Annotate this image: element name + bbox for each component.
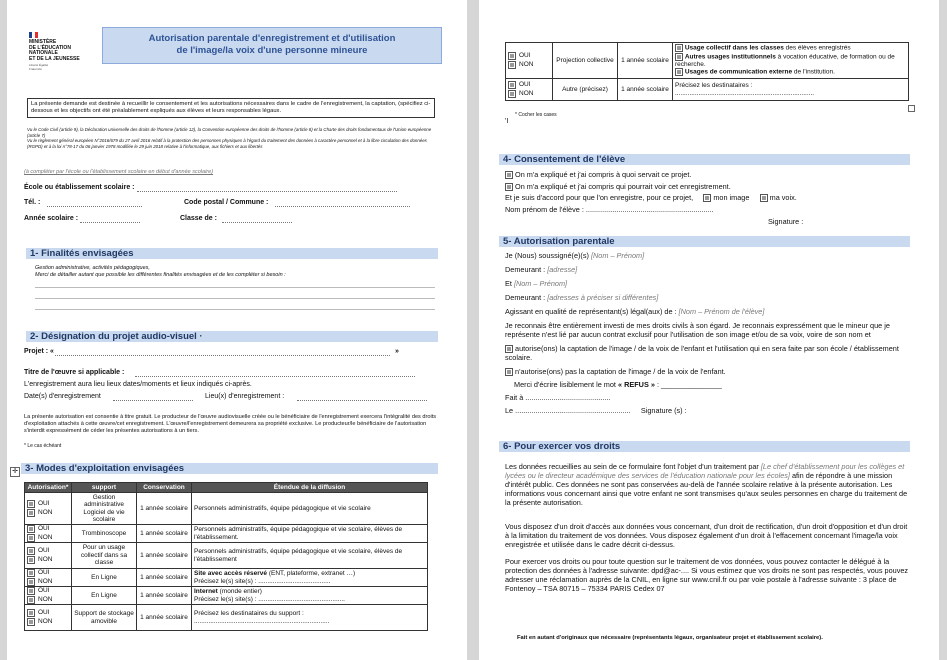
column-header: Conservation [137, 483, 192, 493]
rule [35, 287, 435, 288]
conservation-cell: 1 année scolaire [137, 493, 192, 525]
title-line: Autorisation parentale d'enregistrement et d'utilisation [148, 33, 396, 44]
etendue-bold: Internet [194, 588, 218, 595]
rights-text: afin de répondre à une mission d'intérêt public. Ces données ne sont pas conservées au-delà de l'année scolaire relative à la présente autorisation. Les informations vous concernant ainsi que votre enfant ne sont transmises qu'aux seules personnes en charge du traitement de la présente autorisation. [505, 471, 908, 507]
margin-mark: 'I [505, 118, 509, 125]
postal-label: Code postal / Commune : [184, 199, 269, 206]
support-cell: En Ligne [72, 587, 137, 605]
etendue-text: Précisez les destinataires : [675, 82, 753, 89]
student-name-field[interactable]: Nom prénom de l'élève : ............................................................... [505, 204, 714, 214]
logo-line: DE L'ÉDUCATION [29, 44, 71, 51]
school-label: École ou établissement scolaire : [24, 184, 135, 191]
etendue-cell: Personnels administratifs, équipe pédagogique et vie scolaire, élèves de l'établissement. [192, 525, 428, 543]
oui-checkbox[interactable] [27, 547, 35, 555]
logo-line: MINISTÈRE [29, 39, 57, 45]
non-checkbox[interactable] [27, 534, 35, 542]
et-field[interactable]: [Nom – Prénom] [513, 279, 568, 288]
usage-checkbox[interactable] [675, 44, 683, 52]
support-cell: En Ligne [72, 569, 137, 587]
flag-icon [29, 32, 38, 38]
autorise-checkbox[interactable] [505, 345, 513, 353]
authorization-cell [25, 525, 72, 543]
consent-text: On m'a expliqué et j'ai compris qui pourrait voir cet enregistrement. [515, 181, 731, 191]
voice-checkbox[interactable] [760, 194, 768, 202]
authorization-cell [25, 493, 72, 525]
oui-checkbox[interactable] [508, 81, 516, 89]
oui-checkbox[interactable] [27, 569, 35, 577]
je-field[interactable]: [Nom – Prénom] [590, 251, 645, 260]
oui-label: OUI [38, 525, 50, 533]
usage-checkbox[interactable] [675, 53, 683, 61]
usage-bold: Usage collectif dans les classes [684, 45, 784, 53]
image-label: mon image [713, 193, 750, 202]
oui-checkbox[interactable] [27, 609, 35, 617]
voice-label: ma voix. [769, 193, 797, 202]
et-label: Et [505, 279, 512, 288]
work-title-field[interactable] [135, 376, 415, 377]
text-line: Merci de détailler autant que possible les différentes finalités envisagées et de les compléter si besoin : [35, 272, 286, 278]
work-title-label: Titre de l'œuvre si applicable : [24, 369, 125, 376]
nautorise-checkbox[interactable] [505, 368, 513, 376]
section-2-title: 2- Désignation du projet audio-visuel · [26, 331, 438, 342]
oui-label: OUI [38, 500, 50, 508]
etendue-detail: Précisez le(s) site(s) : ................................................ [194, 595, 345, 603]
date-field[interactable]: Le ......................................................... [505, 406, 631, 416]
usage-checkbox[interactable] [675, 68, 683, 76]
fait-field[interactable]: Fait à .......................................... [505, 393, 611, 403]
modes-table-continued [505, 42, 909, 101]
support-cell: Projection collective [553, 43, 618, 79]
legal-line: Vu le Code Civil (article 9), la Déclaration universelle des droits de l'homme (article 12), la Convention européenne des droits de l'homme (article 8) et la Charte des droits fondamentaux de l'Union européenne (article 7) [27, 127, 432, 138]
oui-label: OUI [38, 547, 50, 555]
document-title [102, 27, 442, 64]
usage-bold: Autres usages institutionnels [684, 53, 776, 61]
logo-motto: Liberté Égalité Fraternité [29, 63, 49, 71]
non-label: NON [38, 509, 53, 517]
class-field[interactable] [222, 222, 292, 223]
year-field[interactable] [80, 222, 140, 223]
non-checkbox[interactable] [508, 90, 516, 98]
etendue-cell [673, 43, 909, 79]
usage-text: de l'institution. [792, 69, 835, 77]
student-signature-label: Signature : [768, 217, 804, 226]
support-cell: Support de stockage amovible [72, 605, 137, 631]
logo-line: ET DE LA JEUNESSE [29, 55, 80, 62]
non-label: NON [519, 61, 534, 69]
etendue-cell [192, 605, 428, 631]
refus-word: « REFUS » [618, 380, 655, 390]
tel-label: Tél. : [24, 199, 41, 206]
oui-label: OUI [38, 569, 50, 577]
rule [35, 298, 435, 299]
etendue-cell [673, 79, 909, 101]
usage-text: à vocation éducative, de formation ou de recherche. [675, 53, 895, 68]
authorization-cell [506, 43, 553, 79]
date-label: Date(s) d'enregistrement [24, 393, 101, 400]
logo-line: NATIONALE [29, 50, 58, 56]
etendue-cell: Personnels administratifs, équipe pédagogique et vie scolaire [192, 493, 428, 525]
resize-handle[interactable] [908, 105, 915, 112]
etendue-text: (ENT, plateforme, extranet …) [267, 570, 356, 577]
non-label: NON [38, 596, 53, 604]
table-row [25, 525, 428, 543]
consent-checkbox[interactable] [505, 171, 513, 179]
support-cell: Trombinoscope [72, 525, 137, 543]
conservation-cell: 1 année scolaire [137, 569, 192, 587]
date-field[interactable] [113, 400, 193, 401]
etendue-cell: Personnels administratifs, équipe pédagogique et vie scolaire, élèves de l'établissement [192, 543, 428, 569]
etendue-detail: ............................................................................. [675, 89, 815, 97]
conservation-cell: 1 année scolaire [137, 525, 192, 543]
section-3-title: 3- Modes d'exploitation envisagées [21, 463, 438, 474]
section-1-title: 1- Finalités envisagées [26, 248, 438, 259]
year-label: Année scolaire : [24, 215, 79, 222]
non-label: NON [38, 556, 53, 564]
support-cell: Autre (précisez) [553, 79, 618, 101]
conservation-cell: 1 année scolaire [137, 605, 192, 631]
oui-checkbox[interactable] [27, 525, 35, 533]
table-row [506, 79, 909, 101]
place-label: Lieu(x) d'enregistrement : [205, 393, 285, 400]
section-5-body [505, 251, 909, 415]
etendue-cell [192, 587, 428, 605]
image-checkbox[interactable] [703, 194, 711, 202]
nautorise-text: n'autorise(ons) pas la captation de l'image / de la voix de l'enfant. [515, 367, 726, 377]
etendue-cell [192, 569, 428, 587]
demeurant-label: Demeurant : [505, 293, 546, 302]
autorise-text: autorise(ons) la captation de l'image / de la voix de l'enfant et l'utilisation qui en sera faite par son école / établissement scolaire. [505, 344, 899, 363]
table-row [25, 543, 428, 569]
section-4-title: 4- Consentement de l'élève [499, 154, 910, 165]
modes-table [24, 482, 428, 631]
rights-text: Pour exercer vos droits ou pour toute question sur le traitement de vos données, vous pouvez contacter le délégué à la protection des données à l'adresse suivante: dpd@ac-.... Si vous estimez que vos droits ne sont pas respectés, vous pouvez adresser une réclamation auprès de la CNIL, en ligne sur www.cnil.fr ou par voie postale à l'adresse suivante : 3 place de Fontenoy – TSA 80715 – 75334 PARIS Cedex 07 [505, 557, 909, 593]
refus-field[interactable]: : _______________ [656, 380, 722, 390]
controller-field[interactable]: [Le chef d'établissement pour les collèges et lycées ou le directeur académique des services de l'éducation nationale pour les écoles] [505, 462, 905, 480]
etendue-text: Précisez les destinataires du support : [194, 610, 304, 617]
consent-checkbox[interactable] [505, 183, 513, 191]
consent-text: Et je suis d'accord pour que l'on enregistre, pour ce projet, [505, 193, 694, 202]
text-line: Gestion administrative, activités pédagogiques, [35, 265, 150, 271]
non-checkbox[interactable] [27, 618, 35, 626]
demeurant-field[interactable]: [adresse] [547, 265, 578, 274]
places-text: L'enregistrement aura lieu lieux dates/moments et lieux indiqués ci-après. [24, 381, 252, 388]
consent-text: On m'a expliqué et j'ai compris à quoi servait ce projet. [515, 170, 692, 179]
table-row [25, 493, 428, 525]
footer-note: Fait en autant d'originaux que nécessaire (représentants légaux, organisateur projet et établissement scolaire). [517, 635, 823, 641]
authorization-cell [25, 587, 72, 605]
table-header-row [25, 483, 428, 493]
je-label: Je (Nous) soussigné(e)(s) [505, 251, 589, 260]
demeurant-field[interactable]: [adresses à préciser si différentes] [547, 293, 659, 302]
etendue-detail: ........................................................................... [194, 617, 330, 625]
oui-checkbox[interactable] [27, 500, 35, 508]
demeurant-label: Demeurant : [505, 265, 546, 274]
column-header: support [72, 483, 137, 493]
column-header: Étendue de la diffusion [192, 483, 428, 493]
document-page-2 [479, 0, 939, 660]
conservation-cell: 1 année scolaire [618, 79, 673, 101]
project-end-quote: » [395, 348, 399, 355]
oui-label: OUI [519, 81, 531, 89]
agissant-field[interactable]: [Nom – Prénom de l'élève] [678, 307, 765, 316]
postal-field[interactable] [275, 206, 410, 207]
conservation-cell: 1 année scolaire [618, 43, 673, 79]
table-row [25, 569, 428, 587]
non-checkbox[interactable] [27, 556, 35, 564]
column-header: Autorisation* [25, 483, 72, 493]
oui-label: OUI [38, 609, 50, 617]
usage-bold: Usages de communication externe [684, 69, 793, 77]
conservation-cell: 1 année scolaire [137, 543, 192, 569]
etendue-text: (monde entier) [217, 588, 262, 595]
title-line: de l'image/la voix d'une personne mineure [176, 45, 368, 56]
non-label: NON [38, 578, 53, 586]
table-row [25, 587, 428, 605]
authorization-cell [25, 569, 72, 587]
section-6-body [505, 462, 909, 593]
usage-text: des élèves enregistrés [783, 45, 851, 53]
legal-references [27, 127, 437, 149]
non-checkbox[interactable] [508, 61, 516, 69]
checkbox-note: * Cocher les cases [515, 112, 557, 118]
school-note: (à compléter par l'école ou l'établissement scolaire en début d'année scolaire) [24, 169, 214, 175]
legal-line: Vu le règlement général européen N°2016/679 du 27 avril 2016 relatif à la protection des personnes physiques à l'égard du traitement des données à caractère personnel et à la libre circulation des données (RGPD) et à la loi n°78-17 du 06 janvier 1978 modifiée le 29 juin 2018 relative à l'informatique, aux fichiers et aux libertés [27, 138, 427, 149]
refus-text: Merci d'écrire lisiblement le mot [514, 380, 616, 390]
authorization-cell [506, 79, 553, 101]
reconnais-text: Je reconnais être entièrement investi de mes droits civils à son égard. Je reconnais expressément que le mineur que je représente n'est lié par aucun contrat exclusif pour l'utilisation de son image et/ou de sa voix, voire de son nom et [505, 321, 890, 339]
non-label: NON [38, 618, 53, 626]
non-checkbox[interactable] [27, 578, 35, 586]
section-1-text [35, 265, 286, 279]
oui-label: OUI [38, 587, 50, 595]
intro-box: La présente demande est destinée à recueillir le consentement et les autorisations nécessaires dans le cadre de l'enregistrement, la captation, (spécifiez ci-dessous et les objectifs ont été préalablement expliqués aux élèves et leurs responsables légaux. [27, 98, 435, 118]
rights-text: Les données recueillies au sein de ce formulaire font l'objet d'un traitement par [505, 462, 759, 471]
class-label: Classe de : [180, 215, 217, 222]
agissant-label: Agissant en qualité de représentant(s) légal(aux) de : [505, 307, 677, 316]
non-checkbox[interactable] [27, 596, 35, 604]
rights-text: Vous disposez d'un droit d'accès aux données vous concernant, d'un droit de rectification, d'un droit d'opposition et d'un droit à la limitation du traitement de vos données. Vous disposez également d'un droit à l'effacement concernant l'image/la voix enregistrée et utilisée dans le cadre décrit ci-dessus. [505, 522, 908, 549]
case-note: * Le cas échéant [24, 443, 62, 449]
project-label: Projet : « [24, 348, 54, 355]
etendue-detail: Précisez le(s) site(s) : ........................................ [194, 577, 331, 585]
section-4-body [505, 169, 797, 215]
oui-label: OUI [519, 52, 531, 60]
place-field[interactable] [297, 400, 427, 401]
section-6-title: 6- Pour exercer vos droits [499, 441, 910, 452]
table-row [25, 605, 428, 631]
move-handle-icon[interactable]: ✛ [10, 467, 20, 477]
etendue-bold: Site avec accès réservé [194, 570, 268, 577]
support-cell: Gestion administrative Logiciel de vie scolaire [72, 493, 137, 525]
rule [35, 309, 435, 310]
free-rights-text: La présente autorisation est consentie à titre gratuit. Le producteur de l'œuvre audiovisuelle créée ou le bénéficiaire de l'enregistrement exercera l'intégralité des droits d'exploitation attachés à cette œuvre/cet enregistrement. L'œuvre/l'enregistrement demeurera sa propriété exclusive. Le producteur/le bénéficiaire de l'autorisation s'interdit expressément de céder les présentes autorisations à un tiers. [24, 414, 437, 434]
table-row [506, 43, 909, 79]
authorization-cell [25, 543, 72, 569]
non-checkbox[interactable] [27, 509, 35, 517]
tel-field[interactable] [47, 206, 142, 207]
parent-signature-label: Signature (s) : [640, 406, 687, 416]
section-5-title: 5- Autorisation parentale [499, 236, 910, 247]
oui-checkbox[interactable] [508, 52, 516, 60]
support-cell: Pour un usage collectif dans sa classe [72, 543, 137, 569]
ministry-logo [29, 32, 80, 71]
oui-checkbox[interactable] [27, 587, 35, 595]
conservation-cell: 1 année scolaire [137, 587, 192, 605]
document-page-1 [7, 0, 467, 660]
project-field[interactable] [55, 355, 390, 356]
school-field[interactable] [137, 191, 397, 192]
authorization-cell [25, 605, 72, 631]
non-label: NON [519, 90, 534, 98]
non-label: NON [38, 534, 53, 542]
